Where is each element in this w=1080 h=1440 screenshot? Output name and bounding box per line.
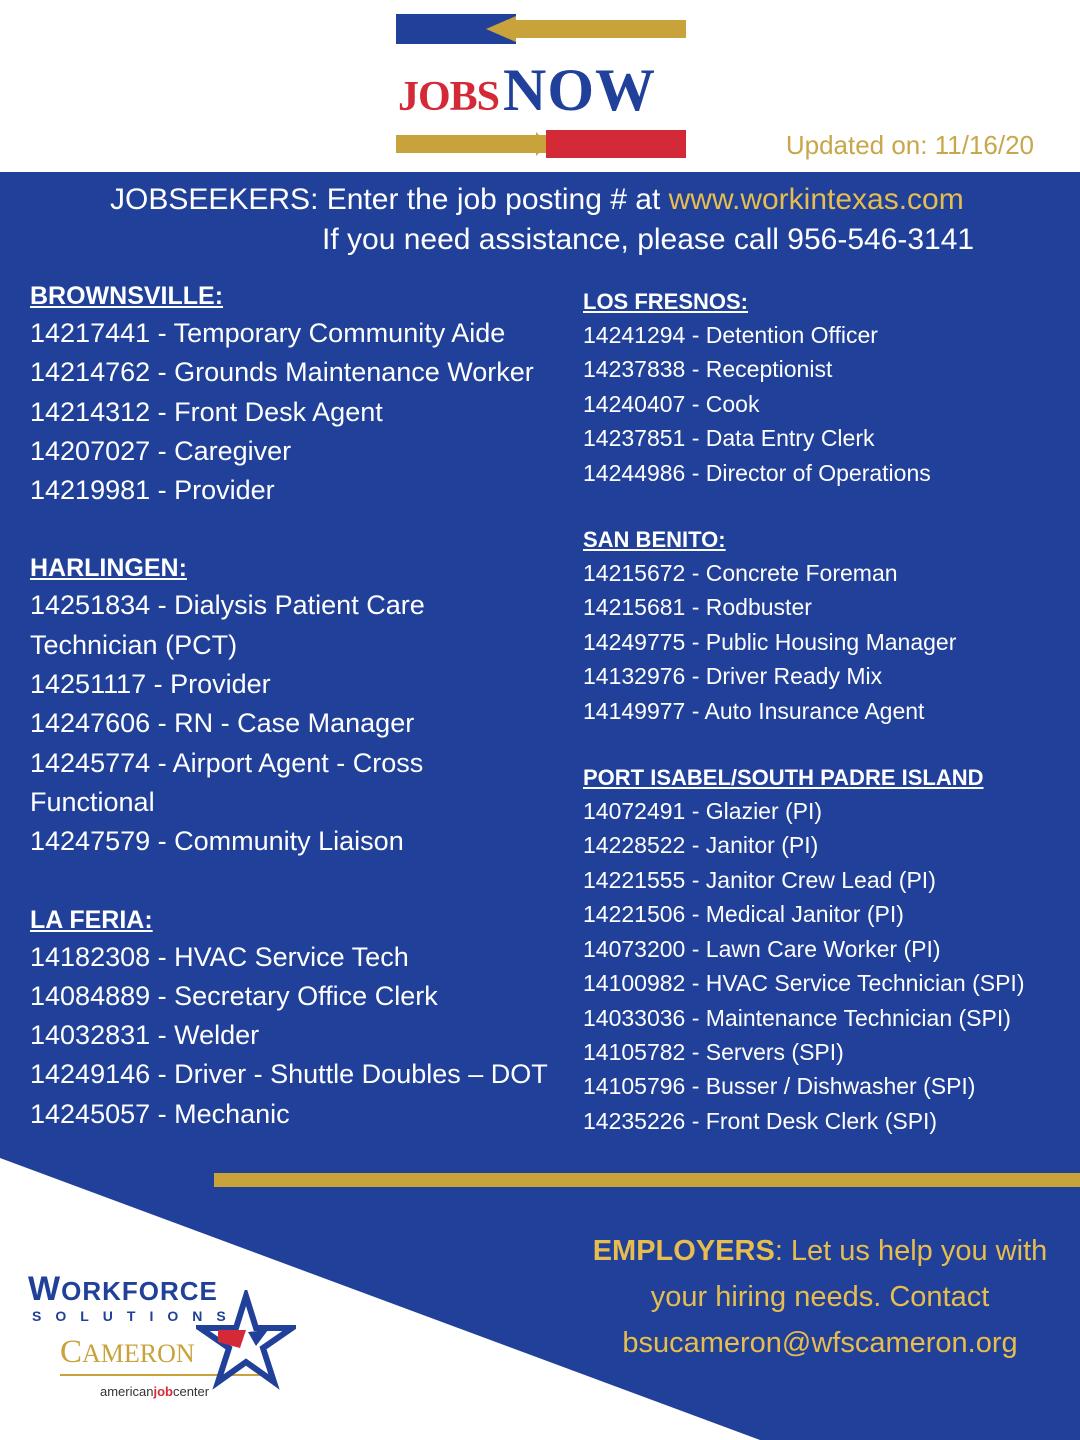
employers-email[interactable]: bsucameron@wfscameron.org xyxy=(622,1327,1018,1359)
logo-ameron: AMERON xyxy=(82,1339,195,1368)
job-item: 14032831 - Welder xyxy=(30,1020,260,1051)
arrow-left-bars-icon xyxy=(396,14,686,44)
job-item: 14240407 - Cook xyxy=(583,390,760,417)
job-item: 14033036 - Maintenance Technician (SPI) xyxy=(583,1004,1011,1031)
jobs-now-logo xyxy=(398,56,688,125)
employers-line-1 xyxy=(560,1228,1080,1274)
logo-now: NOW xyxy=(503,57,657,123)
logo-orkforce: ORKFORCE xyxy=(61,1276,218,1306)
employers-message xyxy=(560,1228,1080,1366)
logo-solutions: SOLUTIONS xyxy=(32,1308,240,1324)
job-item: 14228522 - Janitor (PI) xyxy=(583,832,819,859)
job-item: 14245774 - Airport Agent - Cross Functional xyxy=(30,747,424,817)
job-item: 14214312 - Front Desk Agent xyxy=(30,396,383,427)
job-item: 14073200 - Lawn Care Worker (PI) xyxy=(583,935,941,962)
job-item: 14219981 - Provider xyxy=(30,475,275,506)
job-item: 14244986 - Director of Operations xyxy=(583,459,931,486)
intro-line-2: If you need assistance, please call 956-546-3141 xyxy=(322,223,975,256)
employers-line-1-text: : Let us help you with xyxy=(774,1235,1048,1267)
employers-label: EMPLOYERS xyxy=(592,1235,775,1267)
job-item: 14251117 - Provider xyxy=(30,669,271,700)
logo-workforce xyxy=(28,1270,218,1309)
job-item: 14221555 - Janitor Crew Lead (PI) xyxy=(583,866,936,893)
workintexas-link[interactable]: www.workintexas.com xyxy=(668,183,964,216)
section-brownsville xyxy=(30,278,570,510)
job-item: 14105796 - Busser / Dishwasher (SPI) xyxy=(583,1073,976,1100)
star-icon xyxy=(196,1290,296,1390)
job-item: 14249146 - Driver - Shuttle Doubles – DOT xyxy=(30,1059,548,1090)
job-item: 14084889 - Secretary Office Clerk xyxy=(30,980,438,1011)
section-title: LOS FRESNOS: xyxy=(583,289,749,314)
american-job-center xyxy=(100,1384,209,1399)
left-column xyxy=(30,278,570,1174)
intro-line-1 xyxy=(110,183,964,217)
job-item: 14241294 - Detention Officer xyxy=(583,322,878,348)
job-item: 14237851 - Data Entry Clerk xyxy=(583,425,875,452)
logo-w: W xyxy=(28,1270,62,1308)
section-port-isabel-spi xyxy=(583,762,1063,1138)
job-item: 14237838 - Receptionist xyxy=(583,356,833,383)
section-harlingen xyxy=(30,550,570,861)
job-item: 14105782 - Servers (SPI) xyxy=(583,1038,844,1065)
employers-line-2: your hiring needs. Contact xyxy=(650,1281,990,1313)
job-item: 14207027 - Caregiver xyxy=(30,435,292,466)
job-item: 14245057 - Mechanic xyxy=(30,1098,290,1129)
ajc-part-3: center xyxy=(172,1384,210,1399)
job-item: 14249775 - Public Housing Manager xyxy=(583,628,957,655)
section-title: PORT ISABEL/SOUTH PADRE ISLAND xyxy=(583,765,984,791)
job-item: 14247606 - RN - Case Manager xyxy=(30,708,415,739)
logo-c: C xyxy=(60,1334,83,1370)
section-title: SAN BENITO: xyxy=(583,527,726,553)
header-area xyxy=(0,0,1080,172)
workforce-solutions-logo xyxy=(26,1270,306,1410)
job-item: 14235226 - Front Desk Clerk (SPI) xyxy=(583,1107,938,1134)
right-column xyxy=(583,286,1063,1172)
section-title: LA FERIA: xyxy=(30,905,153,934)
section-title: HARLINGEN: xyxy=(30,554,187,583)
section-la-feria xyxy=(30,902,570,1134)
intro-prefix: JOBSEEKERS: Enter the job posting # at xyxy=(110,183,669,216)
section-san-benito xyxy=(583,524,1063,728)
arrow-right-bars-icon xyxy=(396,130,686,158)
job-item: 14215672 - Concrete Foreman xyxy=(583,560,898,587)
section-los-fresnos xyxy=(583,286,1063,490)
job-item: 14149977 - Auto Insurance Agent xyxy=(583,697,925,724)
job-item: 14100982 - HVAC Service Technician (SPI) xyxy=(583,970,1025,997)
job-item: 14132976 - Driver Ready Mix xyxy=(583,663,883,690)
job-item: 14251834 - Dialysis Patient Care Technician (PCT) xyxy=(30,590,425,660)
logo-jobs: JOBS xyxy=(398,74,500,120)
job-item: 14217441 - Temporary Community Aide xyxy=(30,318,506,348)
logo-cameron xyxy=(60,1334,195,1371)
job-item: 14221506 - Medical Janitor (PI) xyxy=(583,901,904,928)
job-item: 14072491 - Glazier (PI) xyxy=(583,798,823,825)
job-item: 14215681 - Rodbuster xyxy=(583,594,812,621)
ajc-part-1: american xyxy=(100,1384,154,1399)
job-item: 14214762 - Grounds Maintenance Worker xyxy=(30,357,534,388)
updated-date: Updated on: 11/16/20 xyxy=(785,130,1034,160)
job-item: 14247579 - Community Liaison xyxy=(30,826,404,857)
job-item: 14182308 - HVAC Service Tech xyxy=(30,941,409,972)
section-title: BROWNSVILLE: xyxy=(30,282,224,310)
ajc-part-2: job xyxy=(153,1384,173,1399)
